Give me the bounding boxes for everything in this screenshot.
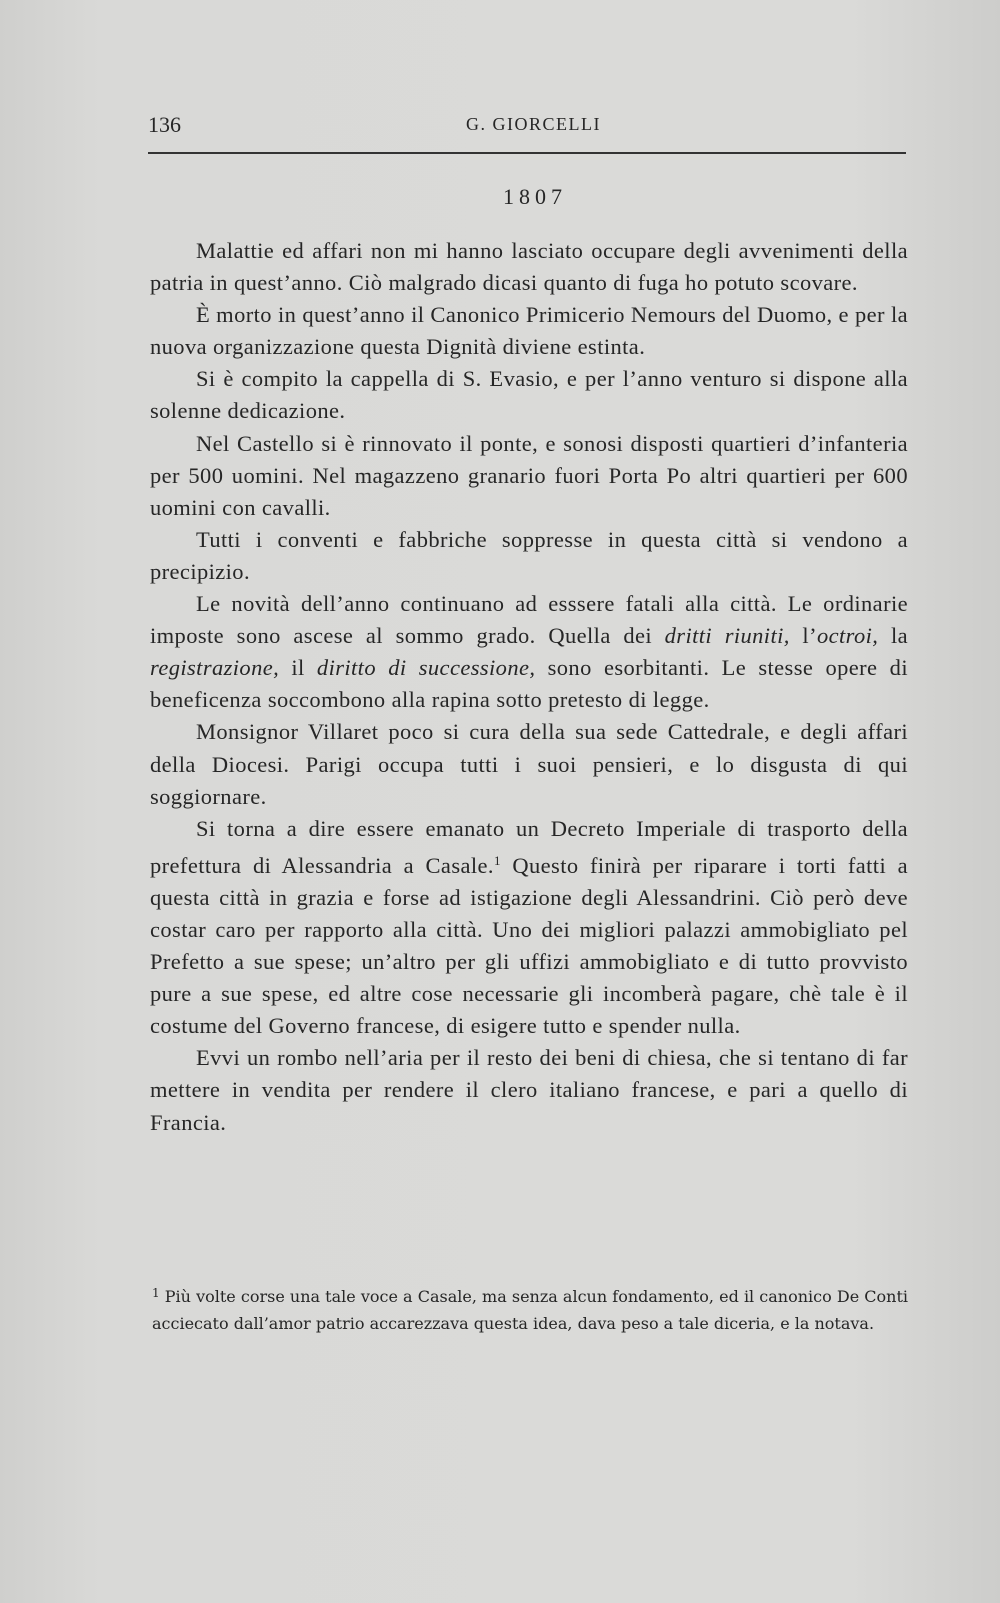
paragraph-4: Nel Castello si è rinnovato il ponte, e sonosi disposti quartieri d’infanteria per 500 uomini. Nel magazzeno granario fuori Porta Po altri quartieri per 600 uomini con cavalli. [150,430,908,520]
italic-term: dritti riuniti, [664,623,790,649]
paragraph-1: Malattie ed affari non mi hanno lasciato occupare degli avvenimenti della patria in quest’anno. Ciò malgrado dicasi quanto di fuga ho potuto scovare. [150,238,908,296]
paragraph-6 [150,588,908,716]
footnote-paragraph [152,1280,908,1337]
body-text [150,235,908,1139]
text-run: l’ [789,623,817,649]
text-run: Le novità dell’anno continuano ad esssere fatali alla città. Le ordinarie imposte sono ascese al sommo grado. Quella dei [150,591,908,649]
italic-term: octroi, [816,623,879,649]
text-run: sono esorbitanti. Le stesse opere di beneficenza soccombono alla rapina sotto pretesto di legge. [150,655,908,713]
footnote-text: Più volte corse una tale voce a Casale, ma senza alcun fondamento, ed il canonico De Conti acciecato dall’amor patrio accarezzava questa idea, dava peso a tale diceria, e la notava. [152,1287,909,1333]
running-head-author: G. GIORCELLI [466,114,601,134]
paragraph-3: Si è compito la cappella di S. Evasio, e per l’anno venturo si dispone alla solenne dedicazione. [150,366,908,424]
text-run: Si torna a dire essere emanato un Decreto Imperiale di trasporto della prefettura di Alessandria a Casale. [150,815,908,878]
paragraph-8 [150,813,908,1043]
header-rule [148,152,906,154]
paragraph-5: Tutti i conventi e fabbriche soppresse in questa città si vendono a precipizio. [150,526,908,584]
running-head [148,112,908,144]
footnote [152,1280,908,1337]
text-run: la [878,623,908,649]
italic-term: registrazione, [150,655,280,681]
footnote-reference: 1 [493,852,501,868]
footnote-mark: 1 [152,1286,160,1300]
italic-term: diritto di successione, [316,655,536,681]
paragraph-7: Monsignor Villaret poco si cura della sua sede Cattedrale, e degli affari della Diocesi. Parigi occupa tutti i suoi pensieri, e lo disgusta di qui soggiornare. [150,719,908,809]
paragraph-9: Evvi un rombo nell’aria per il resto dei beni di chiesa, che si tentano di far mettere in vendita per rendere il clero italiano francese, e pari a quello di Francia. [150,1045,908,1135]
page-number: 136 [148,112,181,137]
section-year-heading: 1807 [503,184,567,209]
text-run: Questo finirà per riparare i torti fatti a questa città in grazia e forse ad istigazione degli Alessandrini. Ciò però deve costar caro per rapporto alla città. Uno dei migliori palazzi ammobigliato pel Prefetto a sue spese; un’altro per gli uffizi ammobigliato e di tutto provvisto pure a sue spese, ed altre cose necessarie gli incomberà pagare, chè tale è il costume del Governo francese, di esigere tutto e spender nulla. [150,852,908,1039]
paragraph-2: È morto in quest’anno il Canonico Primicerio Nemours del Duomo, e per la nuova organizzazione questa Dignità diviene estinta. [150,302,908,360]
text-run: il [279,655,317,681]
